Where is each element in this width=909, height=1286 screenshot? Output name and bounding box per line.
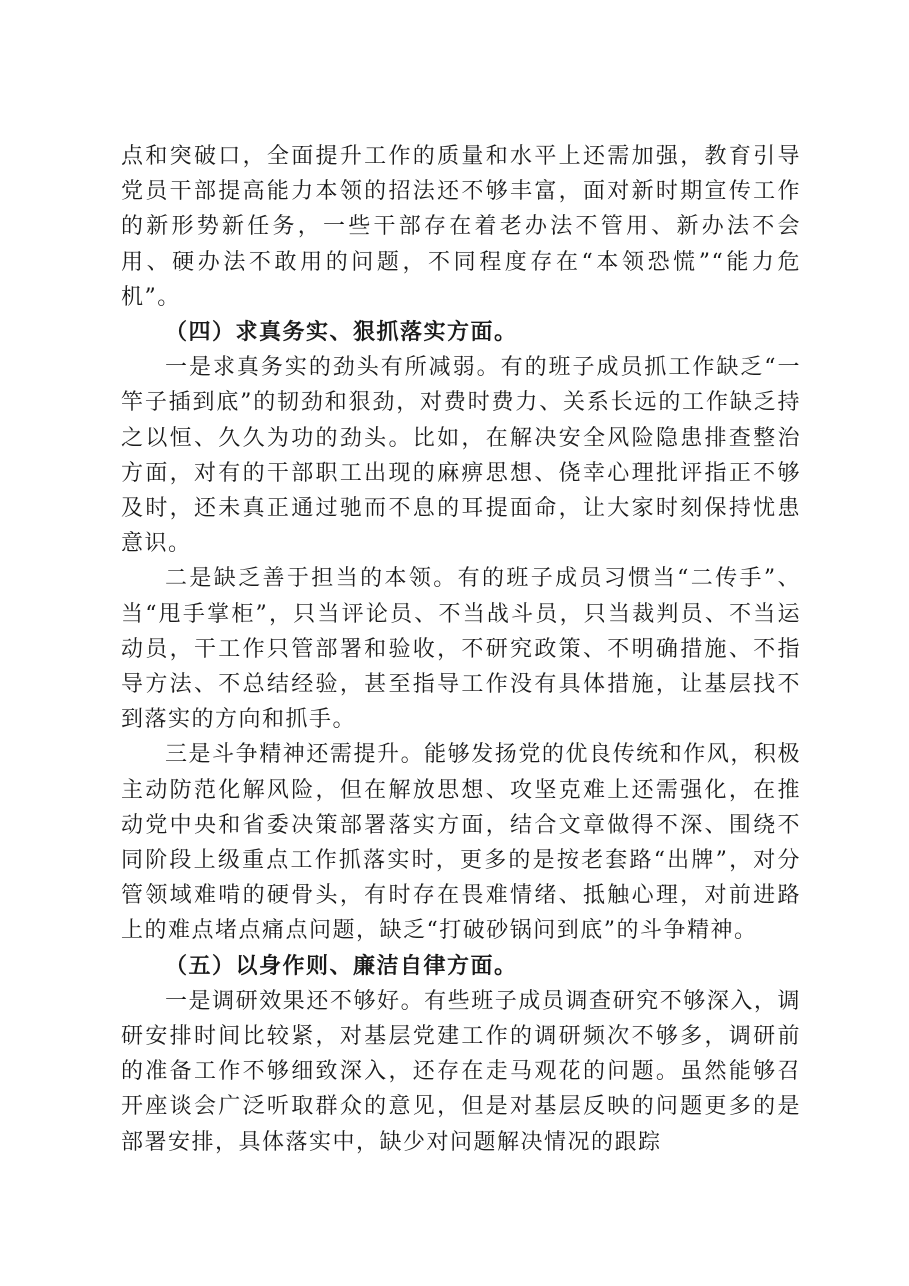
paragraph-seek-truth: 一是求真务实的劲头有所减弱。有的班子成员抓工作缺乏“一竿子插到底”的韧劲和狠劲，对费时费力、关系长远的工作缺乏持之以恒、久久为功的劲头。比如，在解决安全风险隐患排查整治方面，对有的干部职工出现的麻痹思想、侥幸心理批评指正不够及时，还未真正通过驰而不息的耳提面命，让大家时刻保持忧患意识。 bbox=[121, 355, 801, 557]
paragraph-continued: 点和突破口，全面提升工作的质量和水平上还需加强，教育引导党员干部提高能力本领的招法还不够丰富，面对新时期宣传工作的新形势新任务，一些干部存在着老办法不管用、新办法不会用、硬办法不敢用的问题，不同程度存在“本领恐慌”“能力危机”。 bbox=[121, 144, 801, 310]
section-heading-four: （四）求真务实、狠抓落实方面。 bbox=[165, 320, 518, 346]
paragraph-responsibility: 二是缺乏善于担当的本领。有的班子成员习惯当“二传手”、当“甩手掌柜”，只当评论员、不当战斗员，只当裁判员、不当运动员，干工作只管部署和验收，不研究政策、不明确措施、不指导方法、不总结经验，甚至指导工作没有具体措施，让基层找不到落实的方向和抓手。 bbox=[121, 566, 801, 733]
paragraph-fighting-spirit: 三是斗争精神还需提升。能够发扬党的优良传统和作风，积极主动防范化解风险，但在解放思想、攻坚克难上还需强化，在推动党中央和省委决策部署落实方面，结合文章做得不深、围绕不同阶段上级重点工作抓落实时，更多的是按老套路“出牌”，对分管领域难啃的硬骨头，有时存在畏难情绪、抵触心理，对前进路上的难点堵点痛点问题，缺乏“打破砂锅问到底”的斗争精神。 bbox=[121, 742, 801, 944]
paragraph-research: 一是调研效果还不够好。有些班子成员调查研究不够深入，调研安排时间比较紧，对基层党建工作的调研频次不够多，调研前的准备工作不够细致深入，还存在走马观花的问题。虽然能够召开座谈会广泛听取群众的意见，但是对基层反映的问题更多的是部署安排，具体落实中，缺少对问题解决情况的跟踪 bbox=[121, 988, 801, 1155]
section-heading-five: （五）以身作则、廉洁自律方面。 bbox=[165, 953, 518, 979]
document-body bbox=[121, 139, 801, 1160]
